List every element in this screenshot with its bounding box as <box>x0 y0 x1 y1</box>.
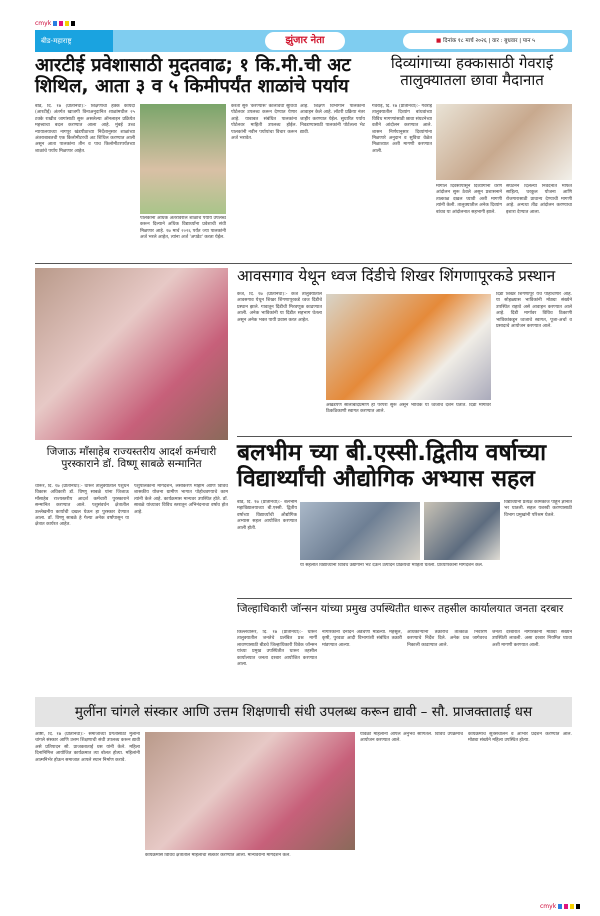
newspaper-logo: झुंजार नेता <box>265 32 345 50</box>
date-text: दिनांक १८ मार्च २०२६ | वार : बुधवार | पान ५ <box>443 38 536 44</box>
protest-photo <box>436 104 572 180</box>
article-body: मागील दिवसांपासून दिव्यांगांनी धरणे आंदोलन सुरू ठेवले असून प्रशासनाने तात्काळ दखल घ्यावी अशी मागणी त्यांनी केली. तालुक्यातील अनेक दिव्यांग बांधव या आंदोलनात सहभागी झाले. <box>436 184 502 215</box>
headline-janata-darbar: जिल्हाधिकारी जॉन्सन यांच्या प्रमुख उपस्थितीत धारूर तहसील कार्यालयात जनता दरबार <box>237 603 564 615</box>
article-body: पशुपालकांना मार्गदर्शन, लसीकरण मोहीम आणि विविध शासकीय योजना ग्रामीण भागात पोहोचवण्याचे काम त्यांनी केले आहे. कार्यक्रमास मान्यवर उपस्थित होते. डॉ. साबळे यांच्यावर विविध स्तरातून अभिनंदनाचा वर्षाव होत आहे. <box>134 484 228 515</box>
award-ceremony-photo <box>35 268 228 440</box>
article-body: धारूर, दि. १७ (प्रतिनिधी):- धारूर तालुक्यातील पशुधन विकास अधिकारी डॉ. विष्णू साबळे यांना जिजाऊ माँसाहेब राज्यस्तरीय आदर्श कर्मचारी पुरस्काराने सन्मानित करण्यात आले. पशुसंवर्धन क्षेत्रातील उल्लेखनीय कार्याची दखल घेऊन हा पुरस्कार देण्यात आला. डॉ. विष्णू साबळे हे गेल्या अनेक वर्षांपासून या क्षेत्रात कार्यरत आहेत. <box>35 484 129 528</box>
article-body: अधिकाऱ्यांनी तक्रारींचे तात्काळ निवारण करण्याचे निर्देश दिले. अनेक प्रश्न जागेवरच निकाली काढण्यात आले. <box>407 630 487 648</box>
headline-rte: आरटीई प्रवेशासाठी मुदतवाढ; १ कि.मी.ची अट शिथिल, आता ३ व ५ किमीपर्यंत शाळांचे पर्याय <box>35 55 351 98</box>
page-header-bar <box>35 30 572 52</box>
article-body: जनता दरबारात नागरिकांनी मोठ्या संख्येने उपस्थिती लावली. असा दरबार नियमित घ्यावा अशी मागणी करण्यात आली. <box>492 630 572 648</box>
headline-prajaktatai: मुलींना चांगले संस्कार आणि उत्तम शिक्षणाची संधी उपलब्ध करून द्यावी – सौ. प्राजक्ताताई धस <box>35 697 572 727</box>
article-body: अखंडपणे सालाबादप्रमाणे ही परंपरा सुरू असून भाविक या ध्वजाचे दर्शन घेतात. दिंडी मार्गावर ठिकठिकाणी स्वागत करण्यात आले. <box>326 403 491 415</box>
article-body: केज, दि. १७ (प्रतिनिधी):- केज तालुक्यातील आवसगाव येथून शिखर शिंगणापूरकडे ध्वज दिंडीचे प्रस्थान झाले. गावातून दिंडीची मिरवणूक काढण्यात आली. अनेक भाविकांनी या दिंडीत सहभाग घेतला असून अनेक भक्त पायी प्रवास करत आहेत. <box>237 292 322 323</box>
article-body: आष्टी, दि. १७ (प्रतिनिधी):- समाजाच्या प्रगतीसाठी मुलींना चांगले संस्कार आणि उत्तम शिक्षणाची संधी उपलब्ध करून द्यावी असे प्रतिपादन सौ. प्राजक्ताताई धस यांनी केले. महिला दिनानिमित्त आयोजित कार्यक्रमात त्या बोलत होत्या. महिलांनी आत्मनिर्भर होऊन समाजात आपले स्थान निर्माण करावे. <box>35 732 140 763</box>
article-body: संघटनेने दिलेल्या निवेदनात मोफत साहित्य, घरकुल योजना आणि रोजगारासाठी प्राधान्य देण्याची मागणी आहे. अन्यथा तीव्र आंदोलन करण्याचा इशारा देण्यात आला. <box>506 184 572 215</box>
article-body: गेवराई, दि. १७ (प्रतिनिधी):- गेवराई तालुक्यातील दिव्यांग बांधवांच्या विविध मागण्यांसाठी छावा संघटनेच्या वतीने आंदोलन करण्यात आले. शासन निर्णयानुसार दिव्यांगांना मिळणारे अनुदान व सुविधा वेळेत मिळाव्यात अशी मागणी करण्यात आली. <box>372 104 432 154</box>
bullet-icon: ■ <box>435 38 444 44</box>
divider <box>237 436 572 437</box>
article-body: बीड, दि. १७ (प्रतिनिधी):- बलभीम महाविद्यालयाच्या बी.एस्सी. द्वितीय वर्षाच्या विद्यार्थ्यांची औद्योगिक अभ्यास सहल आयोजित करण्यात आली होती. <box>237 500 297 531</box>
divider <box>35 263 572 264</box>
headline-balbhim: बलभीम च्या बी.एस्सी.द्वितीय वर्षाच्या विद्यार्थ्यांची औद्योगिक अभ्यास सहल <box>237 440 547 493</box>
divider <box>237 598 572 599</box>
article-body: बीड, दि. १७ (प्रतिनिधी):- शिक्षणाचा हक्क कायदा (आरटीई) अंतर्गत खाजगी विनाअनुदानित शाळांमधील २५ टक्के राखीव जागांसाठी सुरू असलेल्या ऑनलाइन प्रक्रियेत महत्त्वाचा बदल करण्यात आला आहे. मुंबई उच्च न्यायालयाच्या नागपूर खंडपीठाच्या निर्देशानुसार शाळांच्या अंतराबाबतची एक किलोमीटरची अट शिथिल करण्यात आली असून आता पालकांना तीन व पाच किलोमीटरपर्यंतच्या शाळांचे पर्याय मिळणार आहेत. <box>35 104 135 154</box>
date-line <box>403 33 568 49</box>
speech-photo <box>145 732 355 850</box>
article-body: आहे. शिक्षण विभागाने पालकांना आवाहन केले आहे. लॉटरी प्रक्रिया नंतर जाहीर करण्यात येईल. सुधारित पर्याय निवडण्यासाठी पालकांनी पोर्टलला भेट द्यावी. <box>300 104 365 135</box>
students-photo <box>300 502 420 560</box>
headline-divyang: दिव्यांगाच्या हक्कासाठी गेवराई तालुक्यातला छावा मैदानात <box>390 54 554 90</box>
dindi-photo <box>326 294 491 400</box>
cmyk-label: cmyk <box>35 20 52 27</box>
article-body: कार्यक्रमास विविध क्षेत्रातील महिलांचा सत्कार करण्यात आला. मान्यवरांनी मार्गदर्शन केले. <box>145 853 291 858</box>
article-body: या सहलीत विद्यार्थ्यांनी विविध उद्योगांना भेट देऊन उत्पादन प्रक्रियेची माहिती घेतली. प्राध्यापकांनी मार्गदर्शन केले. <box>300 563 484 568</box>
article-body: दिंडी शिखर शिंगणापूर येथे पोहोचणार आहे. या सोहळ्यास भाविकांनी मोठ्या संख्येने उपस्थित राहावे असे आवाहन करण्यात आले आहे. दिंडी मार्गावर विविध ठिकाणी भाविकांकडून ध्वजाचे स्वागत, पूजा-अर्चा व प्रसादाचे आयोजन करण्यात आले. <box>496 292 572 330</box>
cmyk-label: cmyk <box>540 903 557 910</box>
portrait-photo <box>140 104 226 214</box>
article-body: कार्यक्रमाचे सूत्रसंचालन व आभार प्रदर्शन करण्यात आले. मोठ्या संख्येने महिला उपस्थित होत्या. <box>468 732 572 744</box>
article-body: किल्लेधारूर, दि. १७ (प्रतिनिधी):- धारूर तालुक्यातील जनतेचे प्रलंबित प्रश्न मार्गी लावण्यासाठी बीडचे जिल्हाधिकारी विवेक जॉन्सन यांच्या प्रमुख उपस्थितीत धारूर तहसील कार्यालयात जनता दरबार आयोजित करण्यात आला. <box>237 630 317 668</box>
cmyk-registration-mark <box>540 903 580 910</box>
article-body: नागरिकांनी दैनंदिन अडचणी मांडल्या. महसूल, कृषी, पुरवठा आदी विभागांशी संबंधित तक्रारी मांडण्यात आल्या. <box>322 630 402 648</box>
headline-dindi: आवसगाव येथून ध्वज दिंडीचे शिखर शिंगणापूरकडे प्रस्थान <box>237 267 556 285</box>
headline-award: जिजाऊ माँसाहेब राज्यस्तरीय आदर्श कर्मचारी पुरस्काराने डॉ. विष्णू साबळे सन्मानित <box>46 446 217 471</box>
article-body: पालकांना अधिक अंतरावरील शाळांचे पर्याय उपलब्ध करून दिल्याने अधिक विद्यार्थ्यांना प्रवेशाची संधी मिळणार आहे. १७ मार्च २०२६ पर्यंत ज्या पालकांनी अर्ज भरले आहेत, त्यांना अर्ज 'अपडेट' करता येईल. <box>140 216 226 241</box>
section-label: बीड-महाराष्ट्र <box>35 30 113 52</box>
article-body: करता सुरु 'करण्यास' कालावधी सुविधा पोर्टलवर उपलब्ध करून देण्यात येणार आहे. याबाबत संबंधित पालकांना पोर्टलवर माहिती उपलब्ध होईल. पालकांनी नवीन पर्यायांचा विचार करून अर्ज भरावेत. <box>231 104 297 142</box>
article-body: यावेळी महिलांनी आपले अनुभव सांगितले. विविध उपक्रमांचे आयोजन करण्यात आले. <box>360 732 463 744</box>
industry-photo <box>424 502 500 560</box>
cmyk-registration-mark <box>35 20 75 27</box>
article-body: विद्यार्थ्यांनी प्रत्यक्ष कामकाज पाहून ज्ञानात भर घातली. सहल यशस्वी करण्यासाठी विभाग प्रमुखांनी परिश्रम घेतले. <box>504 500 572 518</box>
